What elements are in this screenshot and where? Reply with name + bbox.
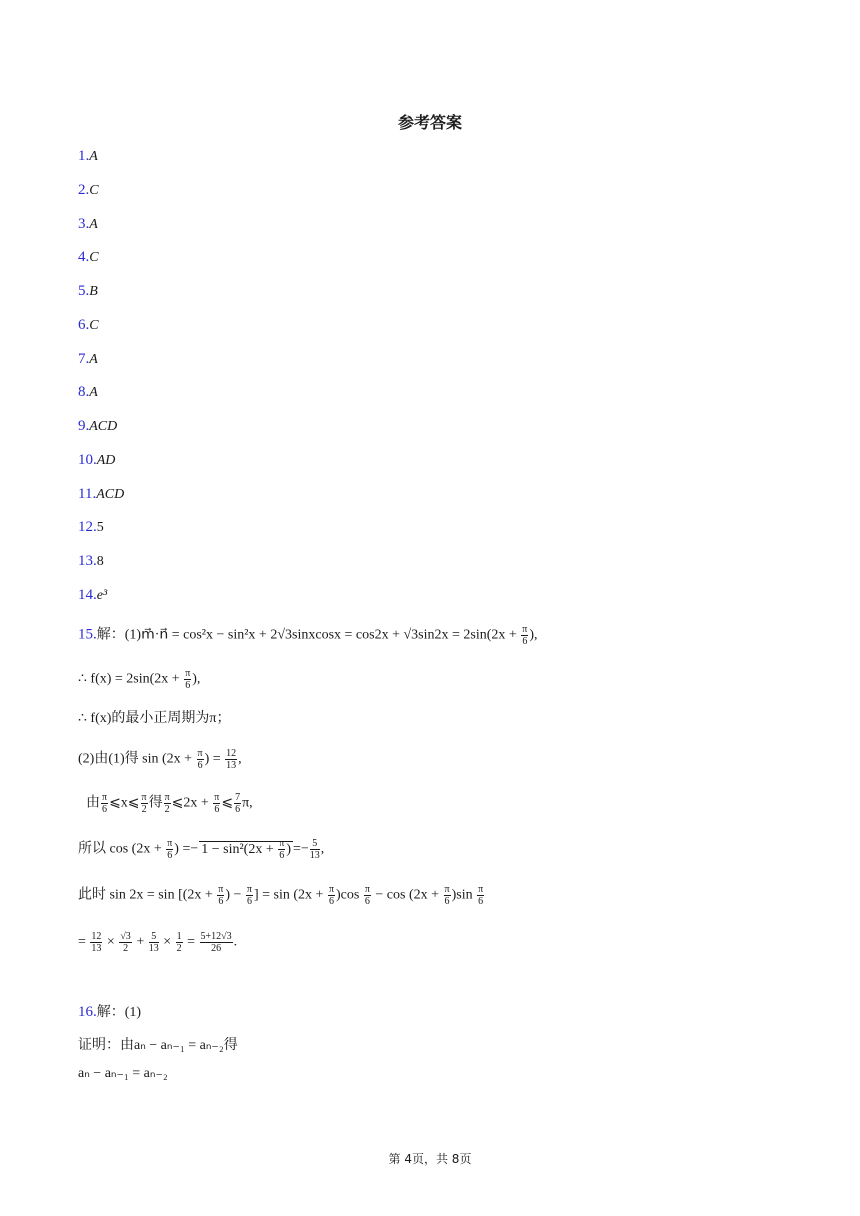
solution-label: 解：(1) (96, 1005, 142, 1020)
fraction: $\frac{\pi}{6}$ (246, 884, 252, 907)
fraction: $\frac{\pi}{6}$ (185, 668, 191, 691)
answer-value: C (89, 318, 99, 333)
answer-row (78, 382, 98, 403)
math-text: ∴ f(x) = 2sin(2x + (78, 671, 184, 687)
fraction: $\frac{7}{6}$ (235, 792, 241, 815)
answer-value: A (89, 217, 98, 232)
question-number: 14. (78, 587, 97, 603)
answer-value: ACD (89, 419, 118, 434)
math-text: ⩽2x + (171, 795, 213, 811)
question-number: 6. (78, 317, 90, 333)
q15-line-3: ∴ f(x)的最小正周期为π； (78, 711, 231, 726)
q16-line-2: 证明：由aₙ − aₙ₋₁ = aₙ₋₂得 (78, 1038, 238, 1053)
fraction: $\frac{5}{13}$ (309, 838, 320, 861)
question-number: 9. (78, 418, 90, 434)
answer-value: C (89, 250, 99, 265)
answer-value: C (89, 183, 99, 198)
q16-line-3: aₙ − aₙ₋₁ = aₙ₋₂ (78, 1066, 168, 1081)
math-text: ) = (204, 751, 225, 767)
question-number: 15. (78, 626, 97, 643)
question-number: 12. (78, 519, 97, 535)
fraction: $\frac{12}{13}$ (226, 748, 237, 771)
math-text: 所以 cos (2x + (78, 841, 166, 857)
math-text: ] = sin (2x + (253, 887, 327, 903)
answer-row (78, 247, 99, 268)
question-number: 10. (78, 452, 97, 468)
q15-line-4 (78, 748, 242, 771)
answer-row (78, 484, 124, 505)
answer-value: 8 (96, 554, 104, 569)
math-text: =− (292, 841, 309, 857)
question-number: 8. (78, 384, 90, 400)
q15-line-1 (78, 624, 538, 647)
page-footer: 第 4页，共 8页 (388, 1152, 472, 1166)
question-number: 1. (78, 148, 90, 164)
page-title: 参考答案 (397, 113, 462, 132)
answer-row (78, 281, 98, 302)
math-text: sinxcosx = cos2x + (292, 627, 404, 643)
math-text: )cos (336, 887, 363, 903)
math-text: ), (529, 627, 538, 643)
answer-value: A (89, 149, 98, 164)
answer-row (78, 450, 115, 471)
answer-row (78, 349, 98, 370)
math-text: 由 (86, 795, 100, 811)
math-text: − cos (2x + (371, 887, 443, 903)
math-text: √3 (403, 627, 419, 643)
math-text: = (183, 934, 199, 950)
fraction: $\frac{12}{13}$ (91, 931, 102, 954)
answer-value: 5 (96, 520, 104, 535)
math-text: π, (242, 795, 253, 811)
math-text: ) =− (174, 841, 199, 857)
question-number: 11. (78, 486, 97, 502)
math-text: , (320, 841, 325, 857)
fraction: $\frac{\pi}{6}$ (328, 884, 334, 907)
math-text: ), (192, 671, 201, 687)
fraction: $\frac{\pi}{2}$ (141, 792, 147, 815)
fraction: $\frac{\pi}{6}$ (102, 792, 108, 815)
answer-row (78, 517, 104, 538)
math-text: ) − (225, 887, 245, 903)
answer-value: ACD (96, 487, 125, 502)
math-text: = (78, 934, 90, 950)
question-number: 13. (78, 553, 97, 569)
answer-value: A (89, 352, 98, 367)
fraction: $\frac{1}{2}$ (176, 931, 182, 954)
math-text: , (238, 751, 242, 767)
math-text: )sin (451, 887, 477, 903)
question-number: 7. (78, 351, 90, 367)
question-number: 3. (78, 216, 90, 232)
q15-line-7 (78, 884, 485, 907)
fraction: $\frac{\pi}{6}$ (214, 792, 220, 815)
q15-line-5 (86, 792, 253, 815)
math-text: 得 (148, 795, 163, 811)
answer-row (78, 551, 104, 572)
answer-value: e³ (96, 588, 108, 603)
fraction: $\frac{\pi}{6}$ (444, 884, 450, 907)
math-text: × (159, 934, 175, 950)
fraction: $\frac{√3}{2}$ (120, 931, 131, 954)
answer-value: B (89, 284, 98, 299)
square-root: 1 − sin²(2x + $\frac{\pi}{6}$ ) (201, 838, 291, 861)
fraction: $\frac{\pi}{6}$ (478, 884, 484, 907)
answer-value: AD (96, 453, 116, 468)
math-text: + (132, 934, 148, 950)
answer-row (78, 315, 99, 336)
answer-row (78, 180, 99, 201)
question-number: 16. (78, 1004, 97, 1020)
fraction: $\frac{\pi}{6}$ (522, 624, 528, 647)
math-text: ⩽x⩽ (109, 795, 140, 811)
q15-line-2 (78, 668, 200, 691)
fraction: $\frac{\pi}{6}$ (364, 884, 370, 907)
fraction: $\frac{\pi}{6}$ (279, 838, 285, 861)
answer-row (78, 416, 117, 437)
fraction: $\frac{5+12√3}{26}$ (200, 931, 232, 954)
question-number: 5. (78, 283, 90, 299)
math-text: (1)m⃗·n⃗ = cos²x − sin²x + 2 (124, 627, 278, 643)
q16-line-1 (78, 1002, 141, 1023)
math-text: √3 (277, 627, 293, 643)
fraction: $\frac{\pi}{2}$ (164, 792, 170, 815)
answer-row (78, 146, 98, 167)
fraction: $\frac{5}{13}$ (148, 931, 159, 954)
q15-line-8 (78, 931, 237, 954)
math-text: sin2x = 2sin(2x + (418, 627, 521, 643)
math-text: × (103, 934, 119, 950)
math-text: 此时 sin 2x = sin [(2x + (78, 887, 217, 903)
answer-row (78, 214, 98, 235)
answer-row (78, 585, 107, 606)
fraction: $\frac{\pi}{6}$ (167, 838, 173, 861)
math-text: . (233, 934, 238, 950)
question-number: 2. (78, 182, 90, 198)
q15-line-6 (78, 838, 324, 861)
math-text: ⩽ (221, 795, 234, 811)
fraction: $\frac{\pi}{6}$ (218, 884, 224, 907)
answer-value: A (89, 385, 98, 400)
math-text: (2)由(1)得 sin (2x + (78, 751, 196, 767)
solution-label: 解： (96, 627, 125, 643)
question-number: 4. (78, 249, 90, 265)
fraction: $\frac{\pi}{6}$ (197, 748, 203, 771)
